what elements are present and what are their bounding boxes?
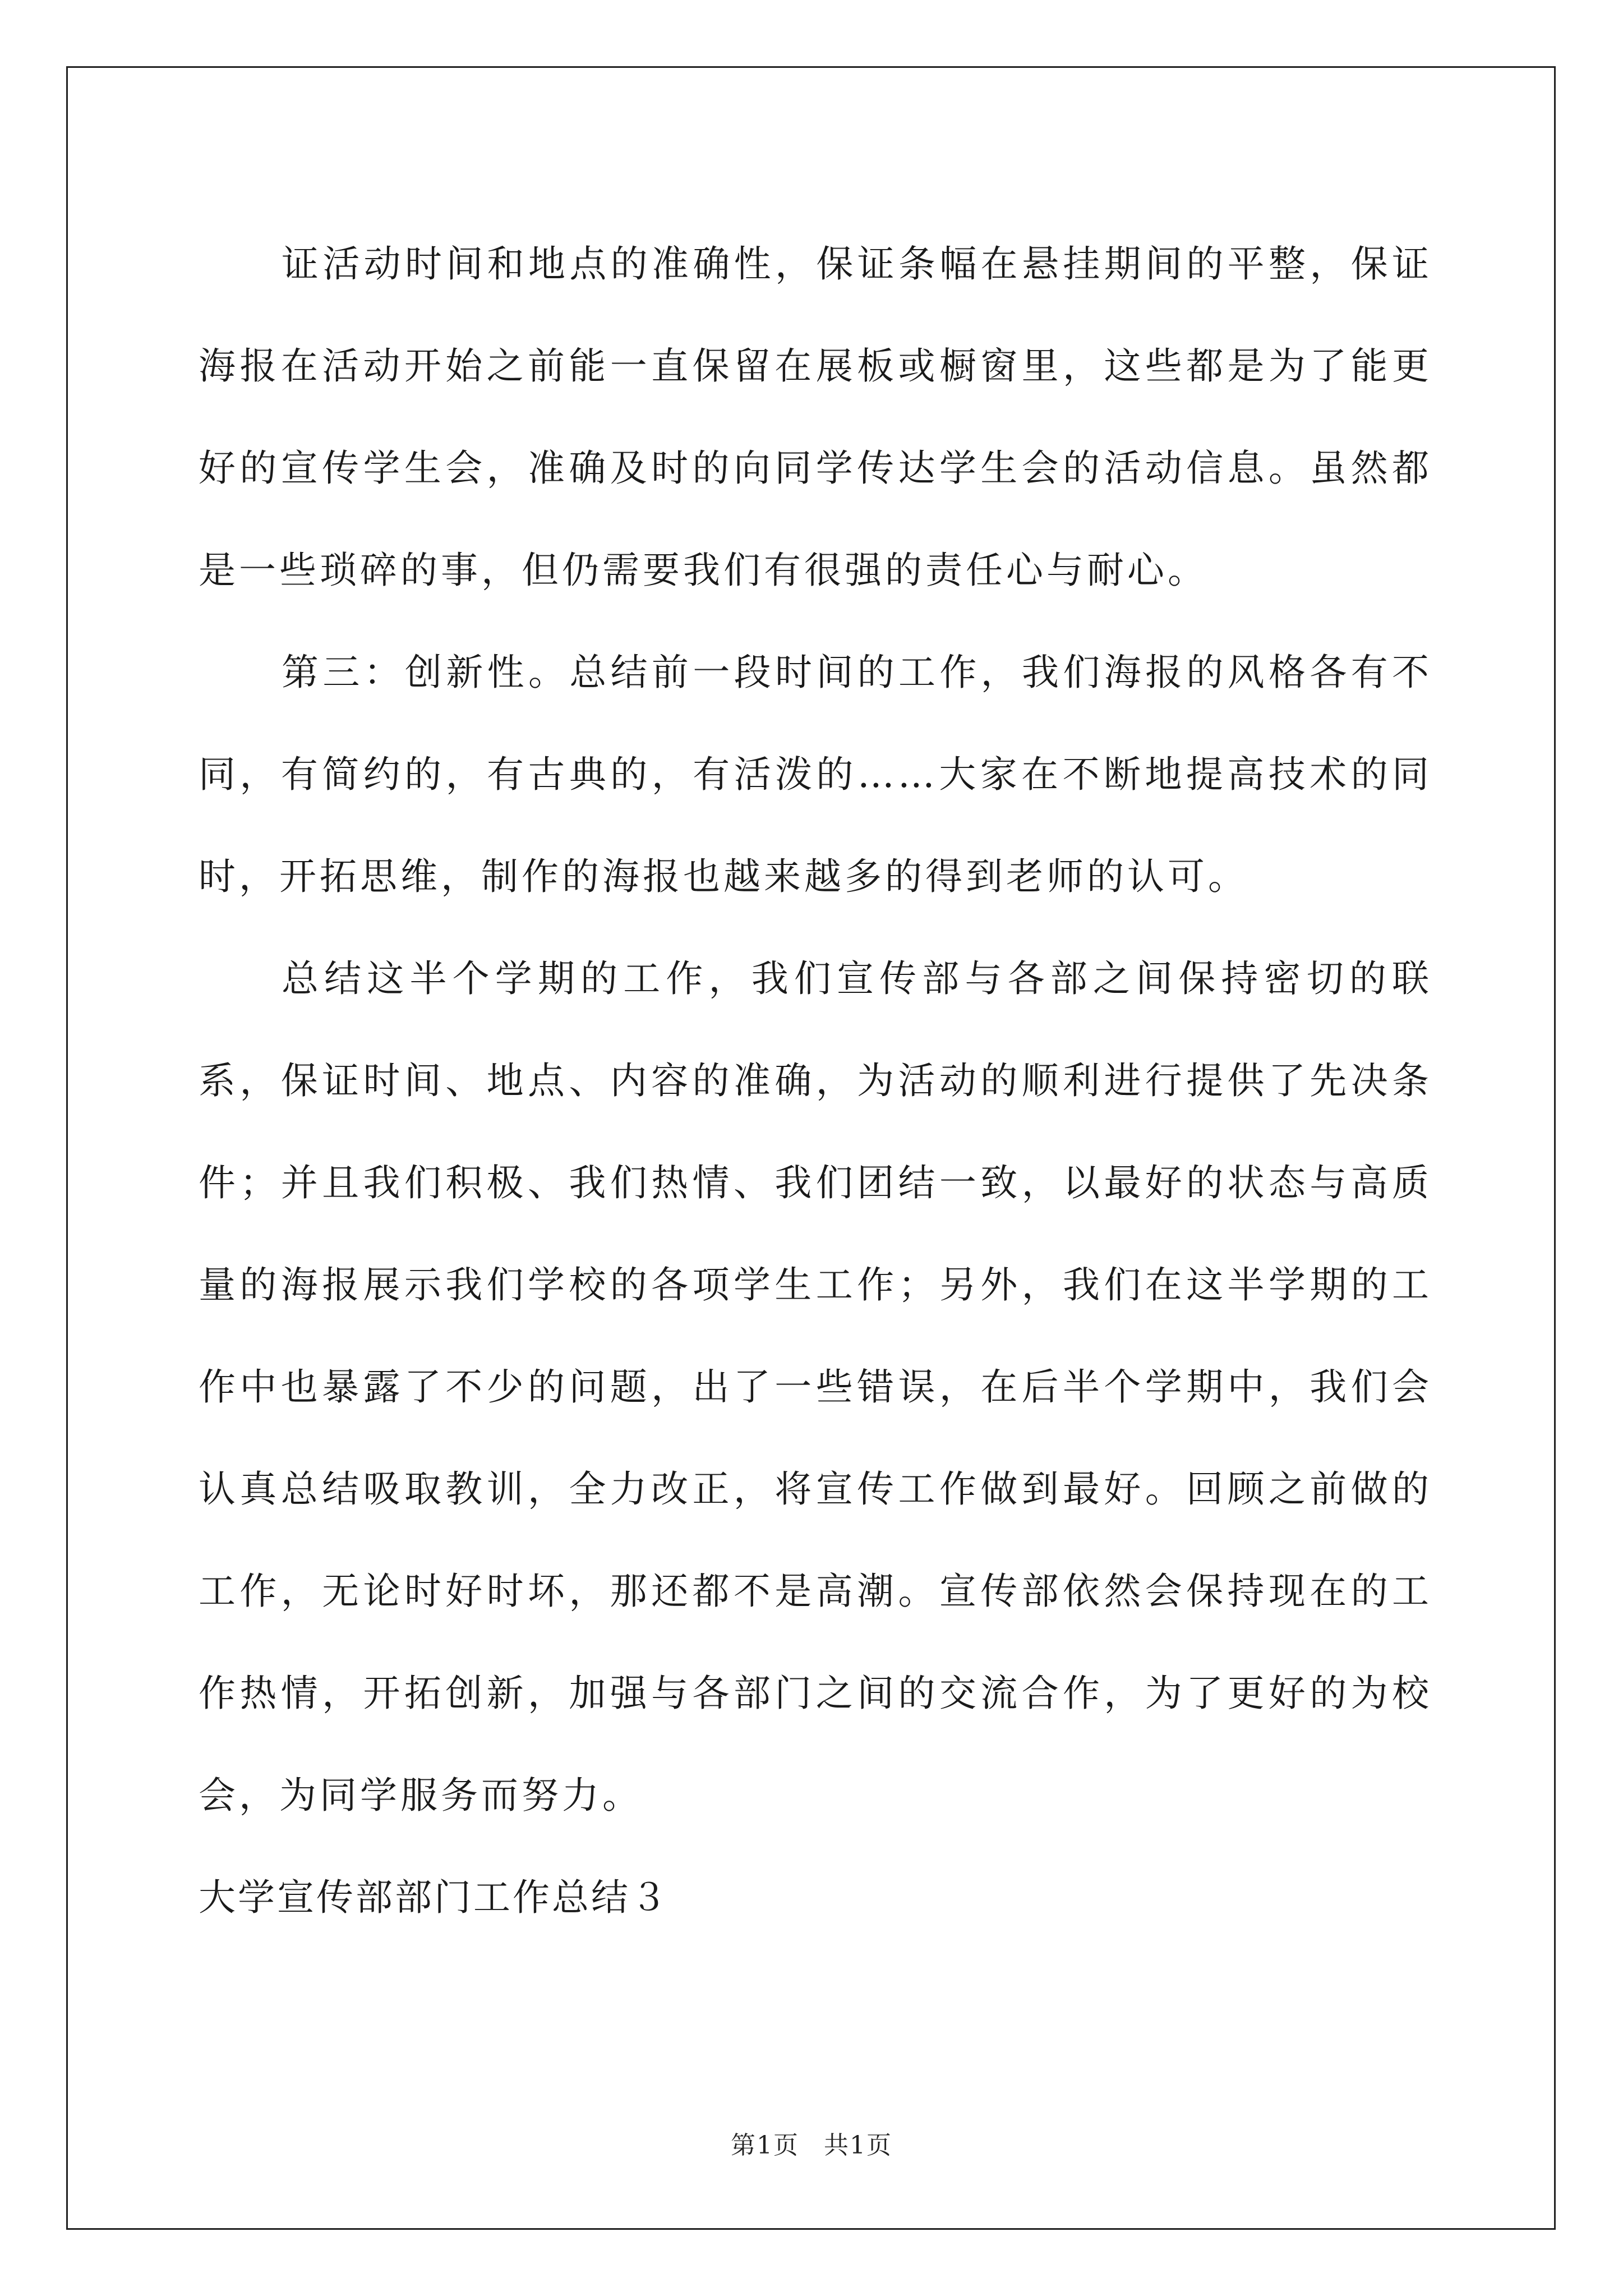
paragraph-1: 证活动时间和地点的准确性，保证条幅在悬挂期间的平整，保证海报在活动开始之前能一直保留在展板或橱窗里，这些都是为了能更好的宣传学生会，准确及时的向同学传达学生会的活动信息。虽然都是一些琐碎的事，但仍需要我们有很强的责任心与耐心。 — [199, 242, 1432, 592]
section-heading: 大学宣传部部门工作总结３ — [199, 1876, 670, 1919]
page-number: 第1页 — [731, 2131, 799, 2160]
page-footer — [0, 2129, 1623, 2162]
paragraph-3: 总结这半个学期的工作，我们宣传部与各部之间保持密切的联系，保证时间、地点、内容的准确，为活动的顺利进行提供了先决条件；并且我们积极、我们热情、我们团结一致，以最好的状态与高质量的海报展示我们学校的各项学生工作；另外，我们在这半学期的工作中也暴露了不少的问题，出了一些错误，在后半个学期中，我们会认真总结吸取教训，全力改正，将宣传工作做到最好。回顾之前做的工作，无论时好时坏，那还都不是高潮。宣传部依然会保持现在的工作热情，开拓创新，加强与各部门之间的交流合作，为了更好的为校会，为同学服务而努力。 — [199, 957, 1432, 1817]
page-total: 共1页 — [824, 2131, 892, 2160]
document-body — [199, 213, 1432, 1949]
paragraph-2: 第三：创新性。总结前一段时间的工作，我们海报的风格各有不同，有简约的，有古典的，有活泼的……大家在不断地提高技术的同时，开拓思维，制作的海报也越来越多的得到老师的认可。 — [199, 651, 1432, 898]
